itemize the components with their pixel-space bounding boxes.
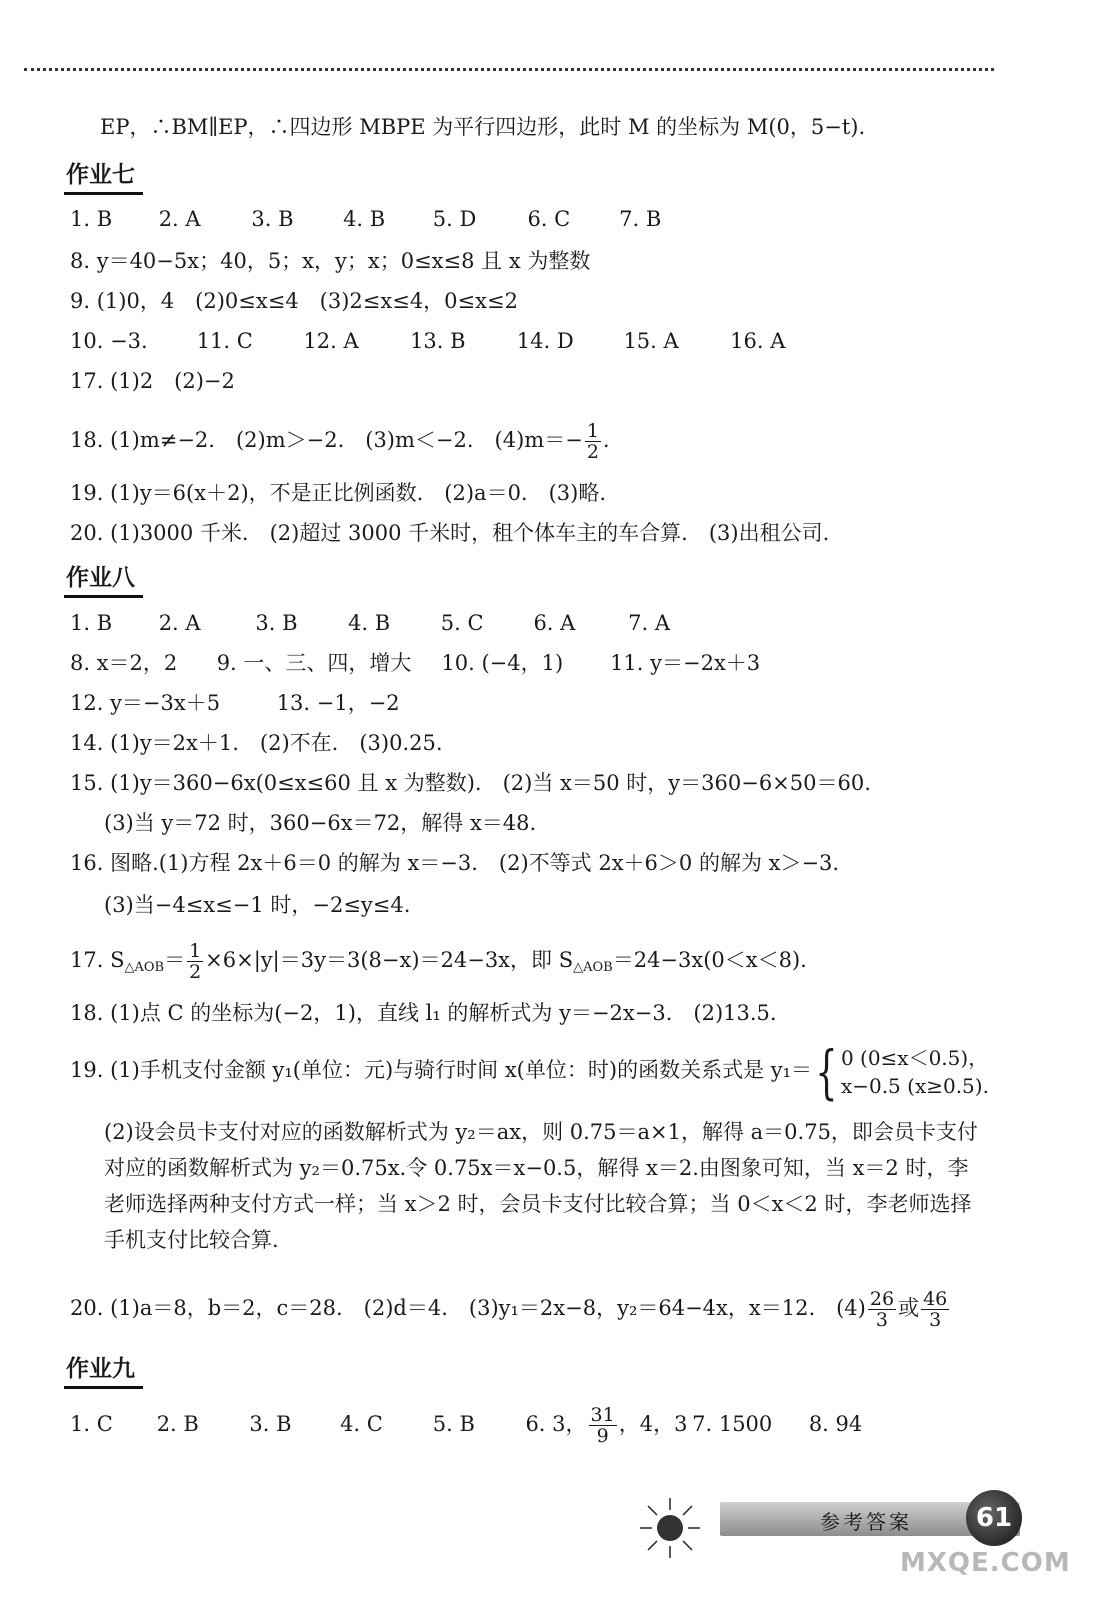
answer-paragraph: (2)设会员卡支付对应的函数解析式为 y₂＝ax，则 0.75＝a×1，解得 a＝0.75，即会员卡支付对应的函数解析式为 y₂＝0.75x.令 0.75x＝x−0.5，解得 x＝2.由图象可知，当 x＝2 时，李老师选择两种支付方式一样；当 x＞2 时，会员卡支付比较合算；当 0＜x＜2 时，李老师选择手机支付比较合算.	[104, 1120, 978, 1252]
section-title-9: 作业九	[64, 1354, 143, 1389]
top-dotted-divider	[24, 68, 994, 71]
answer-item: 4. C	[340, 1412, 383, 1436]
answer-line-17	[70, 938, 807, 990]
answer-row-1-9	[70, 1402, 862, 1446]
answer-text: 17. S	[70, 948, 125, 972]
answer-item: 11. C	[196, 329, 253, 353]
answer-item: 5. C	[440, 611, 484, 635]
sun-icon	[638, 1496, 702, 1560]
answer-row-10-16	[70, 326, 785, 356]
answer-item: 5. D	[432, 207, 477, 231]
answer-item: 16. A	[730, 329, 786, 353]
answer-item: 8. x＝2，2	[70, 651, 178, 675]
answer-item: 10. (−4，1)	[441, 651, 564, 675]
answer-item: 13. −1，−2	[276, 691, 400, 715]
subscript: △AOB	[573, 960, 613, 975]
answer-line: 16. 图略.(1)方程 2x＋6＝0 的解为 x＝−3. (2)不等式 2x＋6＞0 的解为 x＞−3.	[70, 851, 840, 875]
answer-line: 8. y＝40−5x；40，5；x，y；x；0≤x≤8 且 x 为整数	[70, 249, 591, 273]
answer-line: (3)当 y＝72 时，360−6x＝72，解得 x＝48.	[104, 811, 537, 835]
fraction-denominator: 2	[586, 441, 599, 463]
answer-item: 15. A	[623, 329, 679, 353]
answer-line: 19. (1)y＝6(x＋2)，不是正比例函数. (2)a＝0. (3)略.	[70, 481, 607, 505]
answer-item: 1. C	[70, 1412, 113, 1436]
answer-item: 7. 1500	[692, 1412, 773, 1436]
fraction-numerator: 26	[869, 1288, 895, 1310]
answer-item: 7. B	[619, 207, 662, 231]
fraction-denominator: 2	[189, 961, 202, 983]
answer-line-18	[70, 418, 610, 462]
answer-line-19	[70, 1037, 989, 1106]
answer-text: .	[602, 428, 610, 452]
answer-item: 6. A	[533, 611, 576, 635]
left-brace: {	[815, 1037, 838, 1106]
answer-row-1-8	[70, 608, 670, 638]
case-line: x−0.5 (x≥0.5).	[840, 1073, 989, 1098]
answer-item: 1. B	[70, 207, 113, 231]
answer-item: 11. y＝−2x＋3	[610, 651, 761, 675]
answer-text: ×6×|y|＝3y＝3(8−x)＝24−3x，即 S	[205, 948, 574, 972]
answer-item: 12. y＝−3x＋5	[70, 691, 221, 715]
piecewise-function	[812, 1037, 989, 1106]
fraction-numerator: 46	[923, 1288, 948, 1310]
answer-row-1-7	[70, 204, 661, 234]
fraction-denominator: 9	[596, 1425, 609, 1447]
answer-item: 7. A	[628, 611, 671, 635]
fraction	[187, 941, 203, 982]
answer-line-20	[70, 1286, 951, 1330]
answer-line: 9. (1)0，4 (2)0≤x≤4 (3)2≤x≤4，0≤x≤2	[70, 289, 518, 313]
answer-item: 5. B	[432, 1412, 475, 1436]
answer-item: 2. A	[158, 611, 201, 635]
answer-text: ＝	[164, 948, 186, 972]
answer-item: 8. 94	[808, 1412, 863, 1436]
answer-text: ＝24−3x(0＜x＜8).	[612, 948, 807, 972]
fraction-numerator: 1	[189, 940, 202, 962]
answer-item: 4. B	[348, 611, 391, 635]
fraction	[585, 421, 601, 462]
answer-line: 20. (1)3000 千米. (2)超过 3000 千米时，租个体车主的车合算. (3)出租公司.	[70, 521, 830, 545]
subscript: △AOB	[124, 960, 165, 975]
fraction	[589, 1405, 617, 1446]
answer-row-12-13	[70, 688, 400, 718]
case-line: 0 (0≤x＜0.5)，	[840, 1045, 989, 1070]
fraction-numerator: 1	[586, 420, 599, 442]
answer-text: 18. (1)m≠−2. (2)m＞−2. (3)m＜−2. (4)m＝−	[70, 428, 583, 452]
answer-line: (3)当−4≤x≤−1 时，−2≤y≤4.	[104, 893, 411, 917]
fraction	[868, 1289, 896, 1330]
answer-item: 3. B	[255, 611, 298, 635]
answer-text: 或	[898, 1296, 920, 1320]
answer-item: 1. B	[70, 611, 113, 635]
answer-item: 14. D	[516, 329, 574, 353]
answer-text: 6. 3，	[525, 1412, 587, 1436]
answer-item: 2. B	[156, 1412, 199, 1436]
answer-item: 3. B	[251, 207, 294, 231]
answer-text: ，4，3	[618, 1412, 688, 1436]
answer-line: 15. (1)y＝360−6x(0≤x≤60 且 x 为整数). (2)当 x＝50 时，y＝360−6×50＝60.	[70, 771, 871, 795]
footer-label: 参考答案	[820, 1510, 912, 1534]
fraction	[921, 1289, 949, 1330]
section-title-8: 作业八	[64, 563, 143, 598]
page-footer	[630, 1482, 1100, 1600]
watermark: MXQE.COM	[900, 1548, 1071, 1578]
answer-item: 12. A	[303, 329, 359, 353]
answer-line: 17. (1)2 (2)−2	[70, 369, 235, 393]
fraction-denominator: 3	[875, 1309, 889, 1331]
answer-item: 2. A	[158, 207, 201, 231]
answer-item: 10. −3.	[70, 329, 148, 353]
section-title-7: 作业七	[64, 160, 143, 195]
answer-row-8-11	[70, 648, 760, 678]
cases	[841, 1044, 989, 1100]
page-number: 61	[966, 1490, 1022, 1546]
answer-text: 20. (1)a＝8，b＝2，c＝28. (2)d＝4. (3)y₁＝2x−8，y₂＝64−4x，x＝12. (4)	[70, 1296, 866, 1320]
answer-line: 18. (1)点 C 的坐标为(−2，1)，直线 l₁ 的解析式为 y＝−2x−3. (2)13.5.	[70, 1001, 777, 1025]
answer-item: 13. B	[410, 329, 466, 353]
answer-item: 6. C	[527, 207, 571, 231]
fraction-denominator: 3	[929, 1309, 942, 1331]
fraction-numerator: 31	[590, 1404, 615, 1426]
answer-item: 3. B	[249, 1412, 292, 1436]
continued-answer-line: EP，∴BM∥EP，∴四边形 MBPE 为平行四边形，此时 M 的坐标为 M(0，5−t).	[100, 115, 866, 139]
answer-item-6	[525, 1402, 688, 1447]
answer-item: 4. B	[343, 207, 386, 231]
answer-item: 9. 一、三、四，增大	[216, 651, 412, 675]
answer-text: 19. (1)手机支付金额 y₁(单位：元)与骑行时间 x(单位：时)的函数关系式是 y₁＝	[70, 1058, 813, 1082]
answer-line: 14. (1)y＝2x＋1. (2)不在. (3)0.25.	[70, 731, 443, 755]
